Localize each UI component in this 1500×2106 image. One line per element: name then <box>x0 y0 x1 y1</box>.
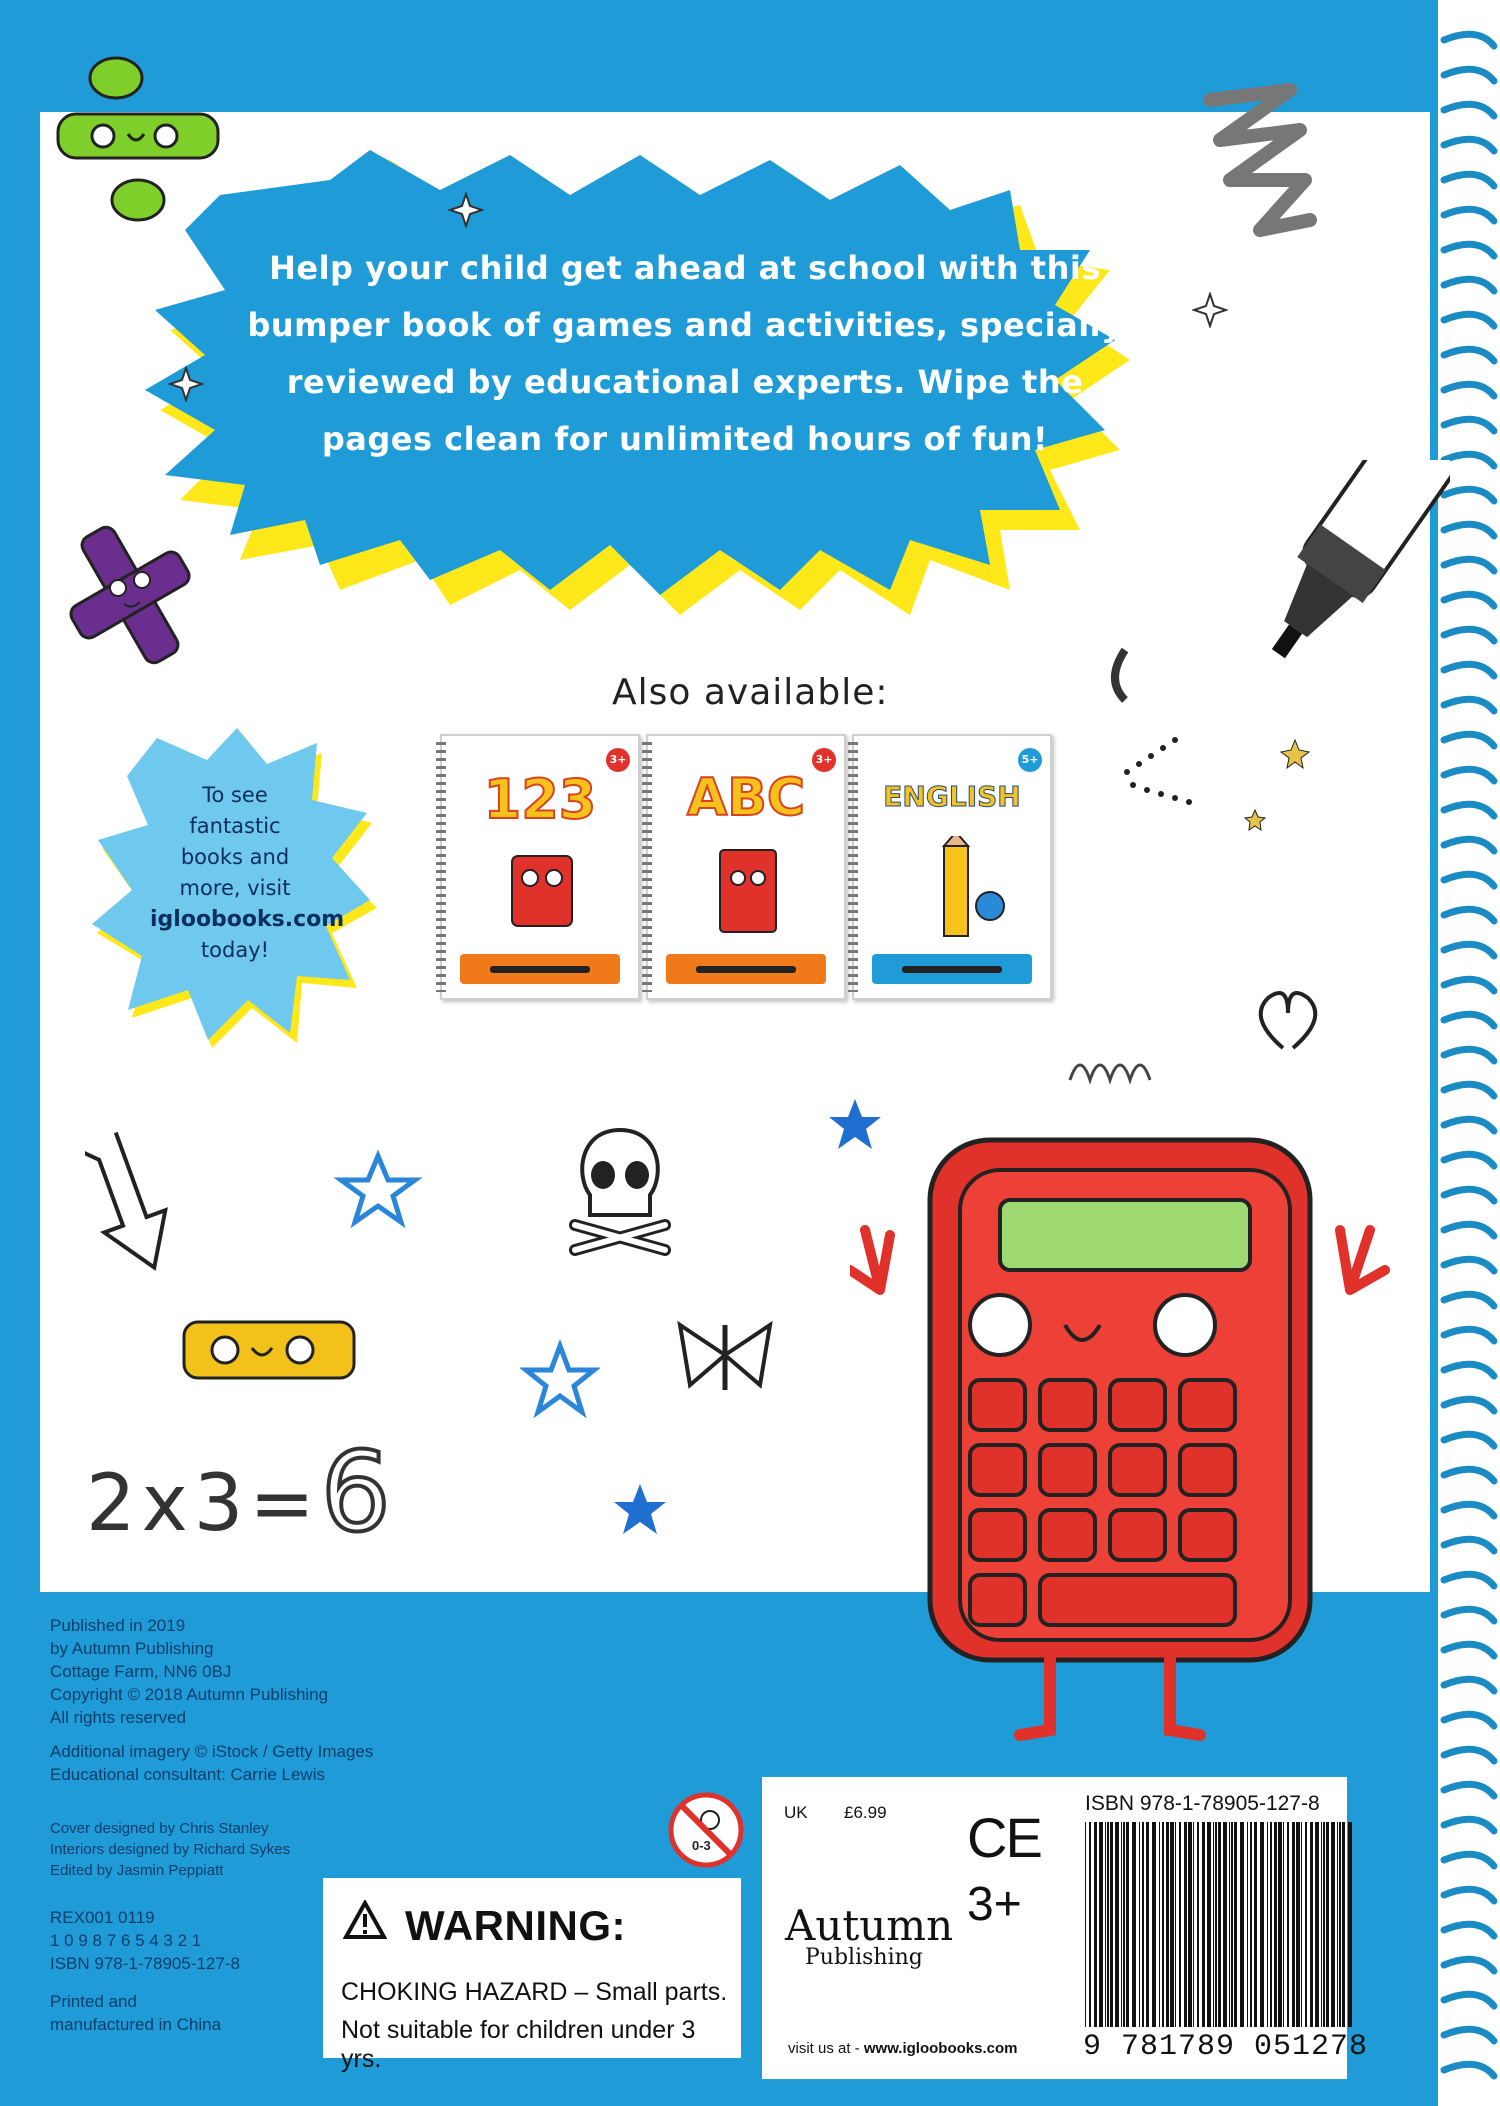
dotted-trail-icon <box>1105 640 1325 840</box>
book-thumbnail-english[interactable] <box>852 734 1052 1000</box>
barcode-bar <box>1283 1822 1284 2027</box>
book-character-icon <box>482 846 602 946</box>
barcode-bar <box>1193 1822 1194 2027</box>
age-warning-label: 0-3 <box>692 1838 711 1853</box>
imprint-credits-block <box>50 1740 470 1786</box>
barcode-bar <box>1107 1822 1109 2027</box>
barcode-bar <box>1223 1822 1227 2027</box>
promo-line: more, visit <box>179 876 291 900</box>
imprint-line: ISBN 978-1-78905-127-8 <box>50 1954 240 1973</box>
book-title: ABC <box>686 768 806 828</box>
promo-text <box>150 780 345 966</box>
spiral-binding <box>1438 0 1500 2106</box>
publisher-name: Autumn <box>785 1901 954 1950</box>
book-title: ENGLISH <box>883 780 1021 813</box>
barcode-digits: 9 781789 051278 <box>1083 2030 1369 2064</box>
imprint-line: Educational consultant: Carrie Lewis <box>50 1765 325 1784</box>
scribble-icon <box>1190 70 1330 270</box>
book-character-icon <box>894 836 1014 948</box>
publisher-logo <box>785 1901 954 1970</box>
blurb-line: bumper book of games and activities, specially <box>247 306 1123 344</box>
barcode-bar <box>1301 1822 1302 2027</box>
pen-tray <box>666 954 826 984</box>
pen-tray <box>872 954 1032 984</box>
visit-us-text <box>788 2040 1017 2057</box>
barcode-bar <box>1323 1822 1325 2027</box>
book-thumbnail-abc[interactable] <box>646 734 846 1000</box>
age-rating: 3+ <box>967 1878 1022 1931</box>
age-warning-icon <box>668 1792 744 1868</box>
imprint-line: Cover designed by Chris Stanley <box>50 1820 269 1837</box>
equation-left: 2x3= <box>86 1459 321 1549</box>
promo-line: today! <box>200 938 270 962</box>
price-amount: £6.99 <box>844 1803 887 1822</box>
promo-line: books and <box>180 845 290 869</box>
skull-icon <box>555 1120 685 1270</box>
curl-doodle-icon <box>1228 978 1338 1068</box>
barcode-bar <box>1146 1822 1149 2027</box>
warning-title <box>343 1900 626 1950</box>
sparkle-icon <box>1192 292 1228 328</box>
barcode-bar <box>1085 1822 1086 2027</box>
imprint-line: 1 0 9 8 7 6 5 4 3 2 1 <box>50 1931 202 1950</box>
barcode-bar <box>1305 1822 1307 2027</box>
imprint-line: by Autumn Publishing <box>50 1639 214 1658</box>
divide-sign-character-icon <box>48 50 228 230</box>
star-outline-icon <box>333 1150 423 1230</box>
imprint-line: Cottage Farm, NN6 0BJ <box>50 1662 232 1681</box>
barcode-bar <box>1339 1822 1341 2027</box>
barcode-bar <box>1179 1822 1181 2027</box>
butterfly-icon <box>670 1310 780 1400</box>
barcode-bar <box>1292 1822 1295 2027</box>
imprint-line: Printed and <box>50 1992 137 2011</box>
pen-tray <box>460 954 620 984</box>
visit-url-link[interactable]: www.igloobooks.com <box>863 2040 1018 2057</box>
barcode-bar <box>1139 1822 1140 2027</box>
barcode-bar <box>1207 1822 1211 2027</box>
barcode-bar <box>1310 1822 1313 2027</box>
barcode-bar <box>1287 1822 1289 2027</box>
barcode-bar <box>1170 1822 1174 2027</box>
barcode-bar <box>1089 1822 1091 2027</box>
warning-line: Not suitable for children under 3 yrs. <box>341 2016 696 2073</box>
publisher-subname: Publishing <box>805 1945 923 1970</box>
barcode-bar <box>1250 1822 1252 2027</box>
barcode-bar <box>1115 1822 1119 2027</box>
barcode-bar <box>1184 1822 1187 2027</box>
blurb-text <box>210 240 1160 468</box>
barcode-bar <box>1337 1822 1338 2027</box>
barcode-bar <box>1315 1822 1319 2027</box>
barcode-bar <box>1166 1822 1169 2027</box>
spiral-doodle-icon <box>1060 1010 1200 1120</box>
promo-url-link[interactable]: igloobooks.com <box>150 907 345 932</box>
age-badge: 5+ <box>1018 748 1042 772</box>
barcode-bar <box>1188 1822 1192 2027</box>
blurb-line: pages clean for unlimited hours of fun! <box>321 420 1049 458</box>
price-region: UK <box>784 1803 808 1822</box>
barcode-bar <box>1094 1822 1097 2027</box>
age-badge: 3+ <box>606 748 630 772</box>
barcode-bar <box>1099 1822 1103 2027</box>
barcode-bar <box>1278 1822 1282 2027</box>
barcode-bar <box>1254 1822 1257 2027</box>
blurb-line: Help your child get ahead at school with this <box>269 249 1101 287</box>
barcode-bar <box>1321 1822 1322 2027</box>
also-available-heading: Also available: <box>612 672 889 713</box>
barcode-bar <box>1110 1822 1113 2027</box>
isbn-label: ISBN 978-1-78905-127-8 <box>1085 1792 1320 1815</box>
imprint-line: Additional imagery © iStock / Getty Images <box>50 1742 374 1761</box>
choking-warning-box <box>323 1878 741 2073</box>
barcode-bar <box>1267 1822 1268 2027</box>
barcode-bar <box>1162 1822 1164 2027</box>
barcode-bar <box>1231 1822 1233 2027</box>
arrow-doodle-icon <box>85 1120 185 1280</box>
book-character-icon <box>688 844 808 948</box>
barcode-bar <box>1348 1822 1352 2027</box>
barcode-bar <box>1260 1822 1264 2027</box>
barcode-bar <box>1215 1822 1217 2027</box>
book-thumbnail-123[interactable] <box>440 734 640 1000</box>
barcode-icon <box>1085 1822 1355 2030</box>
imprint-publisher-block <box>50 1614 470 1729</box>
barcode-bar <box>1132 1822 1136 2027</box>
barcode-bar <box>1105 1822 1106 2027</box>
barcode-bar <box>1142 1822 1144 2027</box>
barcode-bar <box>1218 1822 1221 2027</box>
barcode-bar <box>1197 1822 1199 2027</box>
imprint-design-block <box>50 1818 470 1881</box>
minus-sign-character-icon <box>180 1308 360 1398</box>
barcode-bar <box>1296 1822 1300 2027</box>
blurb-line: reviewed by educational experts. Wipe the <box>286 363 1084 401</box>
warning-line: CHOKING HAZARD – Small parts. <box>341 1978 728 2006</box>
barcode-bar <box>1123 1822 1125 2027</box>
barcode-bar <box>1247 1822 1248 2027</box>
barcode-bar <box>1126 1822 1129 2027</box>
visit-prefix: visit us at - <box>788 2040 864 2057</box>
promo-line: fantastic <box>189 814 281 838</box>
barcode-bar <box>1234 1822 1237 2027</box>
imprint-line: Published in 2019 <box>50 1616 186 1635</box>
imprint-line: All rights reserved <box>50 1708 187 1727</box>
imprint-line: Copyright © 2018 Autumn Publishing <box>50 1685 329 1704</box>
imprint-line: Edited by Jasmin Peppiatt <box>50 1862 224 1879</box>
book-title: 123 <box>483 768 597 831</box>
age-badge: 3+ <box>812 748 836 772</box>
calculator-character-icon <box>850 1110 1390 1750</box>
warning-triangle-icon <box>343 1900 387 1950</box>
barcode-bar <box>1274 1822 1277 2027</box>
barcode-bar <box>1121 1822 1122 2027</box>
equation-text <box>86 1428 397 1556</box>
imprint-line: manufactured in China <box>50 2015 222 2034</box>
ce-mark: CE <box>967 1806 1041 1869</box>
imprint-line: REX001 0119 <box>50 1908 155 1927</box>
multiply-sign-character-icon <box>60 520 200 670</box>
barcode-bar <box>1175 1822 1176 2027</box>
barcode-bar <box>1326 1822 1329 2027</box>
barcode-bar <box>1331 1822 1335 2027</box>
barcode-bar <box>1270 1822 1272 2027</box>
barcode-bar <box>1342 1822 1345 2027</box>
barcode-bar <box>1213 1822 1214 2027</box>
imprint-line: Interiors designed by Richard Sykes <box>50 1841 291 1858</box>
barcode-bar <box>1240 1822 1244 2027</box>
warning-title-text: WARNING: <box>405 1902 626 1949</box>
barcode-bar <box>1229 1822 1230 2027</box>
barcode-bar <box>1152 1822 1156 2027</box>
barcode-bar <box>1202 1822 1205 2027</box>
star-icon <box>610 1480 670 1540</box>
promo-line: To see <box>202 783 268 807</box>
sparkle-icon <box>448 192 484 228</box>
star-outline-icon <box>520 1340 600 1420</box>
barcode-bar <box>1159 1822 1160 2027</box>
sparkle-icon <box>168 366 204 402</box>
equation-answer: 6 <box>320 1428 397 1556</box>
